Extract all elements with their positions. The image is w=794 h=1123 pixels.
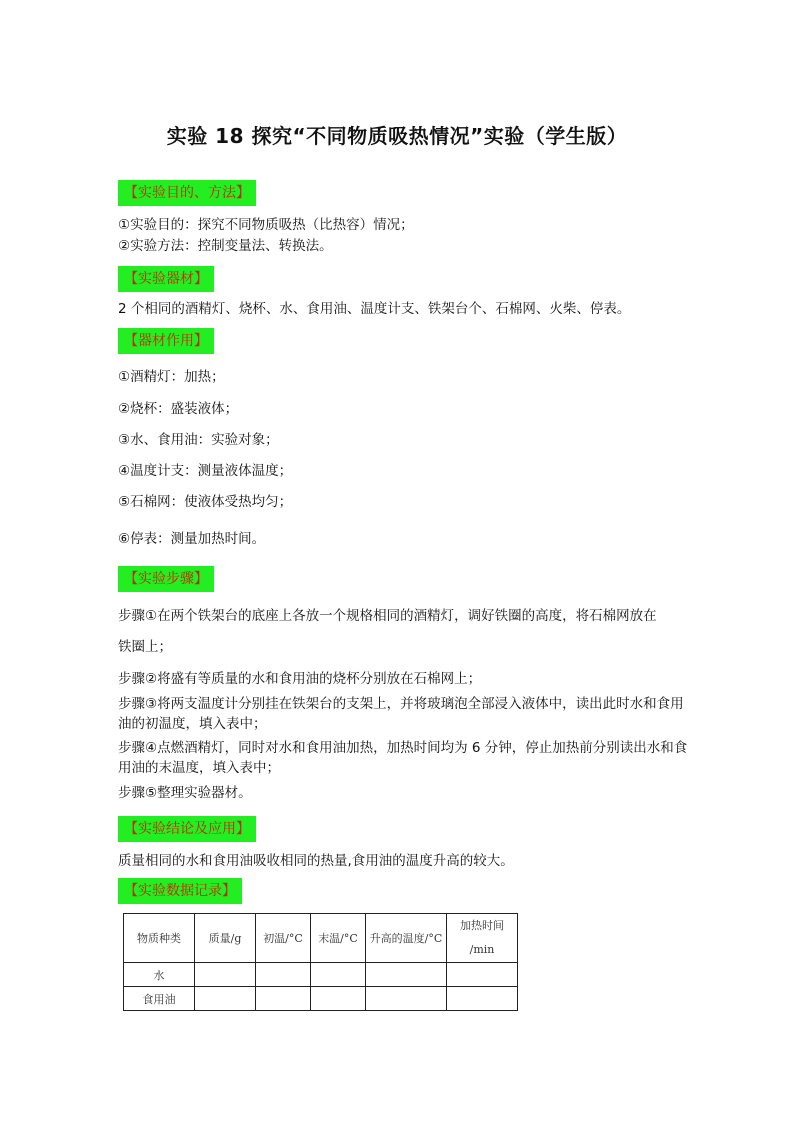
column-header-line: 加热时间 bbox=[460, 919, 504, 932]
step-5: 步骤⑤整理实验器材。 bbox=[118, 785, 252, 801]
usage-item: ⑥停表：测量加热时间。 bbox=[118, 531, 266, 547]
table-cell[interactable] bbox=[311, 963, 366, 987]
table-cell[interactable] bbox=[366, 987, 447, 1011]
table-cell[interactable] bbox=[256, 963, 311, 987]
section-header-equipment: 【实验器材】 bbox=[118, 266, 214, 292]
usage-item: ③水、食用油：实验对象； bbox=[118, 432, 279, 448]
table-cell[interactable] bbox=[311, 987, 366, 1011]
conclusion-text: 质量相同的水和食用油吸收相同的热量,食用油的温度升高的较大。 bbox=[118, 853, 514, 869]
data-record-table bbox=[123, 913, 518, 1011]
method-line: ②实验方法：控制变量法、转换法。 bbox=[118, 238, 333, 254]
step-1: 步骤①在两个铁架台的底座上各放一个规格相同的酒精灯，调好铁圈的高度，将石棉网放在 bbox=[118, 608, 657, 624]
step-4: 步骤④点燃酒精灯，同时对水和食用油加热，加热时间均为 6 分钟，停止加热前分别读出水和食用油的末温度，填入表中； bbox=[118, 740, 688, 776]
step-1-continued: 铁圈上； bbox=[118, 639, 172, 655]
column-header-unit: /min bbox=[469, 943, 495, 956]
column-header: 末温/°C bbox=[311, 914, 366, 963]
row-label: 水 bbox=[124, 963, 195, 987]
table-row bbox=[124, 963, 518, 987]
section-header-record: 【实验数据记录】 bbox=[118, 878, 242, 904]
usage-item: ④温度计支：测量液体温度； bbox=[118, 463, 293, 479]
step-2: 步骤②将盛有等质量的水和食用油的烧杯分别放在石棉网上； bbox=[118, 671, 482, 687]
column-header: 升高的温度/°C bbox=[366, 914, 447, 963]
section-header-purpose: 【实验目的、方法】 bbox=[118, 180, 256, 206]
equipment-text: 2 个相同的酒精灯、烧杯、水、食用油、温度计支、铁架台个、石棉网、火柴、停表。 bbox=[118, 301, 631, 317]
column-header: 质量/g bbox=[195, 914, 256, 963]
column-header: 初温/°C bbox=[256, 914, 311, 963]
column-header bbox=[447, 914, 518, 963]
table-cell[interactable] bbox=[447, 963, 518, 987]
step-3: 步骤③将两支温度计分别挂在铁架台的支架上，并将玻璃泡全部浸入液体中，读出此时水和食用油的初温度，填入表中； bbox=[118, 696, 684, 732]
table-cell[interactable] bbox=[195, 963, 256, 987]
table-cell[interactable] bbox=[366, 963, 447, 987]
column-header: 物质种类 bbox=[124, 914, 195, 963]
section-header-conclusion: 【实验结论及应用】 bbox=[118, 816, 256, 842]
purpose-line: ①实验目的：探究不同物质吸热（比热容）情况； bbox=[118, 217, 414, 233]
table-cell[interactable] bbox=[256, 987, 311, 1011]
row-label: 食用油 bbox=[124, 987, 195, 1011]
page-title: 实验 18 探究“不同物质吸热情况”实验（学生版） bbox=[166, 124, 628, 148]
table-cell[interactable] bbox=[447, 987, 518, 1011]
section-header-usage: 【器材作用】 bbox=[118, 328, 214, 354]
table-header-row bbox=[124, 914, 518, 963]
table-cell[interactable] bbox=[195, 987, 256, 1011]
usage-item: ⑤石棉网：使液体受热均匀； bbox=[118, 494, 293, 510]
usage-item: ①酒精灯：加热； bbox=[118, 369, 225, 385]
table-row bbox=[124, 987, 518, 1011]
usage-item: ②烧杯：盛装液体； bbox=[118, 401, 239, 417]
section-header-steps: 【实验步骤】 bbox=[118, 566, 214, 592]
